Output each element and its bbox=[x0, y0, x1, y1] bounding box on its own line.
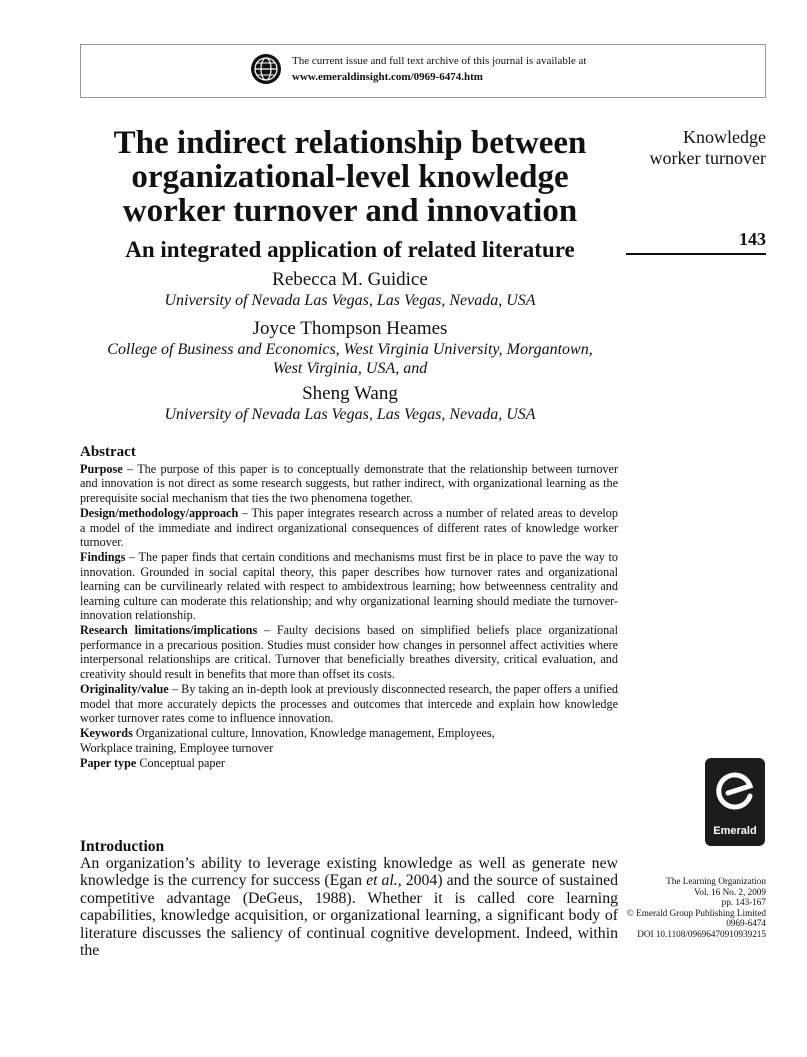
page-number: 143 bbox=[739, 229, 766, 249]
globe-icon bbox=[250, 53, 282, 85]
author-name: Sheng Wang bbox=[302, 383, 398, 404]
divider bbox=[626, 253, 766, 255]
introduction-paragraph: An organization’s ability to leverage existing knowledge as well as generate new knowledge is the currency for success (Egan et al., 2004) and the source of sustained competitive advantage (DeGeus, 1988). Whether it is called core learning capabilities, knowledge acquisition, or organizational learning, a significant body of literature discusses the saliency of continual cognitive development. Indeed, within the bbox=[80, 855, 618, 960]
author-affiliation: West Virginia, USA, and bbox=[272, 360, 428, 377]
author-name: Rebecca M. Guidice bbox=[272, 269, 428, 290]
paper-subtitle: An integrated application of related literature bbox=[125, 237, 575, 262]
paper-type: Paper type Conceptual paper bbox=[80, 756, 225, 771]
author-affiliation: College of Business and Economics, West Virginia University, Morgantown, bbox=[107, 341, 593, 358]
paper-title: The indirect relationship between organizational-level knowledge worker turnover and innovation bbox=[113, 125, 587, 229]
journal-info: The Learning Organization Vol. 16 No. 2, 2009 pp. 143-167 © Emerald Group Publishing Limited 0969-6474 DOI 10.1108/09696470910939215 bbox=[626, 876, 766, 939]
abstract-findings: Findings – The paper finds that certain conditions and mechanisms must first be in place to pave the way to innovation. Grounded in social capital theory, this paper describes how turnover rates and organizational learning can be curvilinearly related with respect to ambidextrous learning; how betweenness centrality and learning culture can moderate this relationship; and why organizational learning should mediate the turnover-innovation relationship. bbox=[80, 550, 618, 623]
logo-label: Emerald bbox=[713, 825, 757, 837]
author-block-2 bbox=[60, 318, 640, 378]
author-block-3 bbox=[60, 383, 640, 424]
abstract-purpose: Purpose – The purpose of this paper is to conceptually demonstrate that the relationship between turnover and innovation is not direct as some research suggests, but rather indirect, with organizational learning as the prerequisite social mechanism that ties the two phenomena together. bbox=[80, 462, 618, 505]
author-affiliation: University of Nevada Las Vegas, Las Vegas, Nevada, USA bbox=[164, 292, 536, 309]
abstract bbox=[80, 444, 618, 772]
author-name: Joyce Thompson Heames bbox=[252, 318, 448, 339]
author-affiliation: University of Nevada Las Vegas, Las Vegas, Nevada, USA bbox=[164, 406, 536, 423]
journal-notice-text: The current issue and full text archive of this journal is available at bbox=[292, 55, 587, 67]
abstract-design: Design/methodology/approach – This paper integrates research across a number of related areas to develop a model of the immediate and indirect organizational consequences of different rates of knowledge worker turnover. bbox=[80, 506, 618, 550]
abstract-heading: Abstract bbox=[80, 444, 136, 460]
author-block-1 bbox=[60, 269, 640, 310]
emerald-e-icon bbox=[705, 762, 765, 824]
introduction bbox=[80, 838, 618, 959]
emerald-logo bbox=[705, 758, 765, 846]
abstract-limitations: Research limitations/implications – Faulty decisions based on simplified beliefs place organizational performance in a precarious position. Studies must consider how changes in personnel affect activities where interpersonal relationships are critical. Turnover that beneficially breathes diversity, critical evaluation, and creativity should result in benefits that more than offset its costs. bbox=[80, 623, 618, 681]
running-title: Knowledge worker turnover bbox=[649, 127, 766, 168]
abstract-originality: Originality/value – By taking an in-depth look at previously disconnected research, the paper offers a unified model that more accurately depicts the processes and outcomes that intercede and explain how knowledge worker turnover rates come to influence innovation. bbox=[80, 682, 618, 725]
keywords: Keywords Organizational culture, Innovation, Knowledge management, Employees, Workplace training, Employee turnover bbox=[80, 726, 495, 755]
introduction-heading: Introduction bbox=[80, 838, 165, 855]
journal-url[interactable]: www.emeraldinsight.com/0969-6474.htm bbox=[292, 71, 483, 83]
